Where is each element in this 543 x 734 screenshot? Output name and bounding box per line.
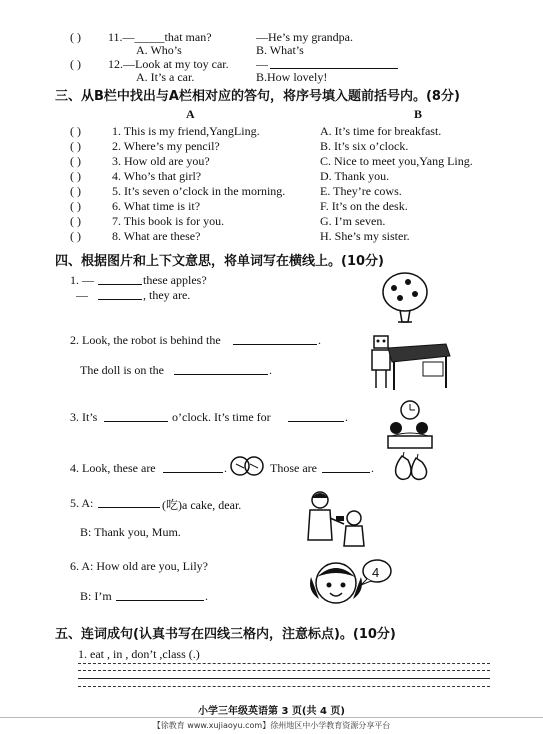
breakfast-picture	[380, 398, 440, 453]
period: .	[345, 410, 348, 424]
speech-bubble-number: 4	[372, 565, 380, 580]
answer-blank[interactable]	[98, 496, 160, 508]
answer-blank[interactable]	[270, 68, 398, 69]
column-b-header: B	[414, 107, 423, 121]
option-b: B.How lovely!	[256, 70, 328, 84]
column-b-item: G. I’m seven.	[320, 214, 386, 228]
answer-blank[interactable]	[163, 461, 223, 473]
period: .	[224, 461, 227, 475]
column-b-item: D. Thank you.	[320, 169, 390, 183]
answer-blank[interactable]	[288, 410, 344, 422]
q4-text-2: Those are	[270, 461, 317, 475]
question-12-reply-dash: —	[256, 57, 268, 71]
option-a: A. It’s a car.	[136, 70, 195, 84]
q5-text: (吃)a cake, dear.	[162, 498, 242, 512]
period: .	[371, 461, 374, 475]
answer-paren[interactable]: ( )	[70, 184, 81, 198]
section-5-heading: 五、连词成句(认真书写在四线三格内，注意标点)。(10分)	[55, 627, 396, 642]
answer-paren[interactable]: ( )	[70, 199, 81, 213]
q6-question: 6. A: How old are you, Lily?	[70, 559, 208, 573]
answer-paren[interactable]: ( )	[70, 124, 81, 138]
column-a-header: A	[186, 107, 195, 121]
period: .	[318, 333, 321, 347]
column-b-item: H. She’s my sister.	[320, 229, 410, 243]
column-a-item: 6. What time is it?	[112, 199, 201, 213]
option-b: B. What’s	[256, 43, 304, 57]
q1-reply: , they are.	[143, 288, 191, 302]
answer-paren[interactable]: ( )	[70, 214, 81, 228]
answer-paren[interactable]: ( )	[70, 154, 81, 168]
column-a-item: 1. This is my friend,YangLing.	[112, 124, 260, 138]
column-a-item: 5. It’s seven o’clock in the morning.	[112, 184, 286, 198]
answer-blank[interactable]	[116, 589, 204, 601]
column-b-item: A. It’s time for breakfast.	[320, 124, 442, 138]
answer-blank[interactable]	[322, 461, 370, 473]
lily-picture	[305, 555, 395, 613]
answer-blank[interactable]	[233, 333, 317, 345]
column-a-item: 2. Where’s my pencil?	[112, 139, 220, 153]
column-a-item: 4. Who’s that girl?	[112, 169, 202, 183]
q1-dash: —	[76, 288, 88, 302]
q2-text: 2. Look, the robot is behind the	[70, 333, 221, 347]
footer-source: 【徐教育 www.xujiaoyu.com】徐州地区中小学教育资源分享平台	[152, 721, 391, 730]
q6-reply: B: I’m	[80, 589, 112, 603]
column-b-item: F. It’s on the desk.	[320, 199, 408, 213]
section-4-heading: 四、根据图片和上下文意思，将单词写在横线上。(10分)	[55, 254, 384, 269]
question-11: 11.—_____that man?	[108, 30, 212, 44]
answer-blank[interactable]	[98, 273, 142, 285]
answer-paren[interactable]: ( )	[70, 57, 81, 71]
q3-text: 3. It’s	[70, 410, 98, 424]
column-a-item: 7. This book is for you.	[112, 214, 225, 228]
column-b-item: C. Nice to meet you,Yang Ling.	[320, 154, 473, 168]
pears-icon	[388, 448, 432, 484]
answer-paren[interactable]: ( )	[70, 229, 81, 243]
q5-label: 5. A:	[70, 496, 94, 510]
column-b-item: E. They’re cows.	[320, 184, 402, 198]
q1-words: 1. eat , in , don’t ,class (.)	[78, 647, 200, 661]
period: .	[269, 363, 272, 377]
column-a-item: 8. What are these?	[112, 229, 201, 243]
answer-blank[interactable]	[174, 363, 268, 375]
mother-child-cake-picture	[302, 490, 374, 548]
q5-reply: B: Thank you, Mum.	[80, 525, 181, 539]
q2-text-2: The doll is on the	[80, 363, 164, 377]
answer-paren[interactable]: ( )	[70, 30, 81, 44]
period: .	[205, 589, 208, 603]
robot-desk-picture	[368, 330, 453, 395]
section-3-heading: 三、从B栏中找出与A栏相对应的答句，将序号填入题前括号内。(8分)	[55, 89, 460, 104]
q4-text: 4. Look, these are	[70, 461, 156, 475]
question-12: 12.—Look at my toy car.	[108, 57, 229, 71]
column-b-item: B. It’s six o’clock.	[320, 139, 409, 153]
apple-tree-picture	[380, 270, 430, 325]
q3-text-2: o’clock. It’s time for	[172, 410, 271, 424]
answer-blank[interactable]	[98, 288, 142, 300]
q1-text: these apples?	[143, 273, 207, 287]
answer-paren[interactable]: ( )	[70, 139, 81, 153]
oranges-icon	[228, 452, 266, 478]
answer-blank[interactable]	[104, 410, 168, 422]
question-11-reply: —He’s my grandpa.	[256, 30, 353, 44]
page-number: 小学三年级英语第 3 页(共 4 页)	[198, 706, 345, 717]
answer-paren[interactable]: ( )	[70, 169, 81, 183]
column-a-item: 3. How old are you?	[112, 154, 210, 168]
q1-number: 1. —	[70, 273, 94, 287]
option-a: A. Who’s	[136, 43, 182, 57]
